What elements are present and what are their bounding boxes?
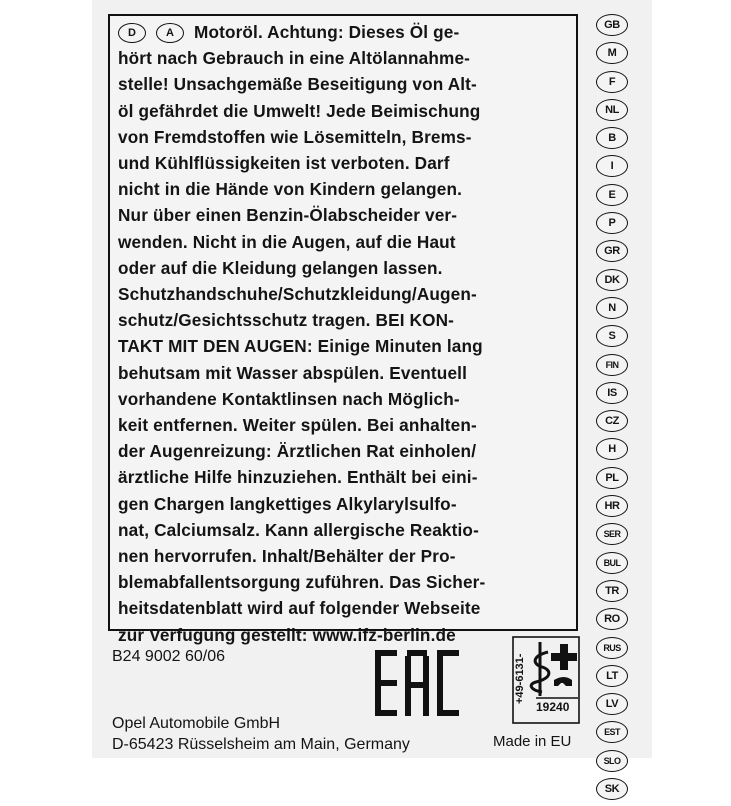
warning-line: vorhandene Kontaktlinsen nach Möglich- [118,388,460,409]
warning-line: zur Verfügung gestellt: www.ifz-berlin.de [118,624,456,645]
country-code-badge: DK [596,269,628,291]
country-code-badge: RO [596,608,628,630]
warning-line: der Augenreizung: Ärztlichen Rat einholen/ [118,441,477,462]
country-code-badge: GR [596,240,628,262]
warning-line: keit entfernen. Weiter spülen. Bei anhalten- [118,415,477,436]
country-code-badge: TR [596,580,628,602]
emergency-number-tail: 19240 [536,700,570,714]
warning-line: ärztliche Hilfe hinzuziehen. Enthält bei eini- [118,467,478,488]
warning-line: und Kühlflüssigkeiten ist verboten. Darf [118,153,450,174]
warning-line: Nur über einen Benzin-Ölabscheider ver- [118,205,458,226]
country-code-badge: N [596,297,628,319]
warning-text [118,19,576,648]
country-code-badge: I [596,155,628,177]
country-code-badge: M [596,42,628,64]
country-code-badge: LV [596,693,628,715]
language-badge-d: D [118,23,146,43]
warning-line: nen hervorrufen. Inhalt/Behälter der Pro- [118,546,456,567]
warning-line: Schutzhandschuhe/Schutzkleidung/Augen- [118,284,477,305]
warning-line: schutz/Gesichtsschutz tragen. BEI KON- [118,310,455,331]
country-code-badge: F [596,71,628,93]
warning-line: oder auf die Kleidung gelangen lassen. [118,257,443,278]
country-code-badge: BUL [596,552,628,574]
manufacturer-name: Opel Automobile GmbH [112,715,281,732]
country-code-badge: HR [596,495,628,517]
part-number: B24 9002 60/06 [112,648,225,665]
country-code-badge: PL [596,467,628,489]
country-code-badge: E [596,184,628,206]
country-code-badge: GB [596,14,628,36]
country-code-badge: IS [596,382,628,404]
warning-line: heitsdatenblatt wird auf folgender Webseite [118,598,481,619]
country-code-badge: B [596,127,628,149]
language-badge-a: A [156,23,184,43]
country-code-badge: SLO [596,750,628,772]
country-code-badge: NL [596,99,628,121]
country-code-badge: H [596,438,628,460]
country-code-badge: SK [596,778,628,800]
made-in-label: Made in EU [493,733,572,750]
country-code-badge: LT [596,665,628,687]
warning-line: TAKT MIT DEN AUGEN: Einige Minuten lang [118,336,483,357]
warning-line: von Fremdstoffen wie Lösemitteln, Brems- [118,126,472,147]
country-code-badge: EST [596,721,628,743]
manufacturer-block [112,713,410,755]
country-code-badge: P [596,212,628,234]
warning-line: nat, Calciumsalz. Kann allergische Reaktio- [118,519,479,540]
warning-line: hört nach Gebrauch in eine Altölannahme- [118,48,471,69]
warning-line: nicht in die Hände von Kindern gelangen. [118,179,463,200]
manufacturer-address: D-65423 Rüsselsheim am Main, Germany [112,736,410,753]
warning-line: stelle! Unsachgemäße Beseitigung von Alt- [118,74,477,95]
warning-line: öl gefährdet die Umwelt! Jede Beimischung [118,100,481,121]
country-code-badge: CZ [596,410,628,432]
country-code-badge: S [596,325,628,347]
country-code-badge: RUS [596,637,628,659]
warning-line: wenden. Nicht in die Augen, auf die Haut [118,231,456,252]
warning-line: gen Chargen langkettiges Alkylarylsulfo- [118,493,457,514]
emergency-number-vertical: +49-6131- [514,653,526,704]
country-code-column [596,14,632,806]
warning-line-0: D A Motoröl. Achtung: Dieses Öl ge- [118,19,576,45]
eac-mark-icon [373,646,463,720]
country-code-badge: FIN [596,354,628,376]
country-code-badge: SER [596,523,628,545]
warning-line: behutsam mit Wasser abspülen. Eventuell [118,362,468,383]
warning-line: blemabfallentsorgung zuführen. Das Sicher- [118,572,486,593]
